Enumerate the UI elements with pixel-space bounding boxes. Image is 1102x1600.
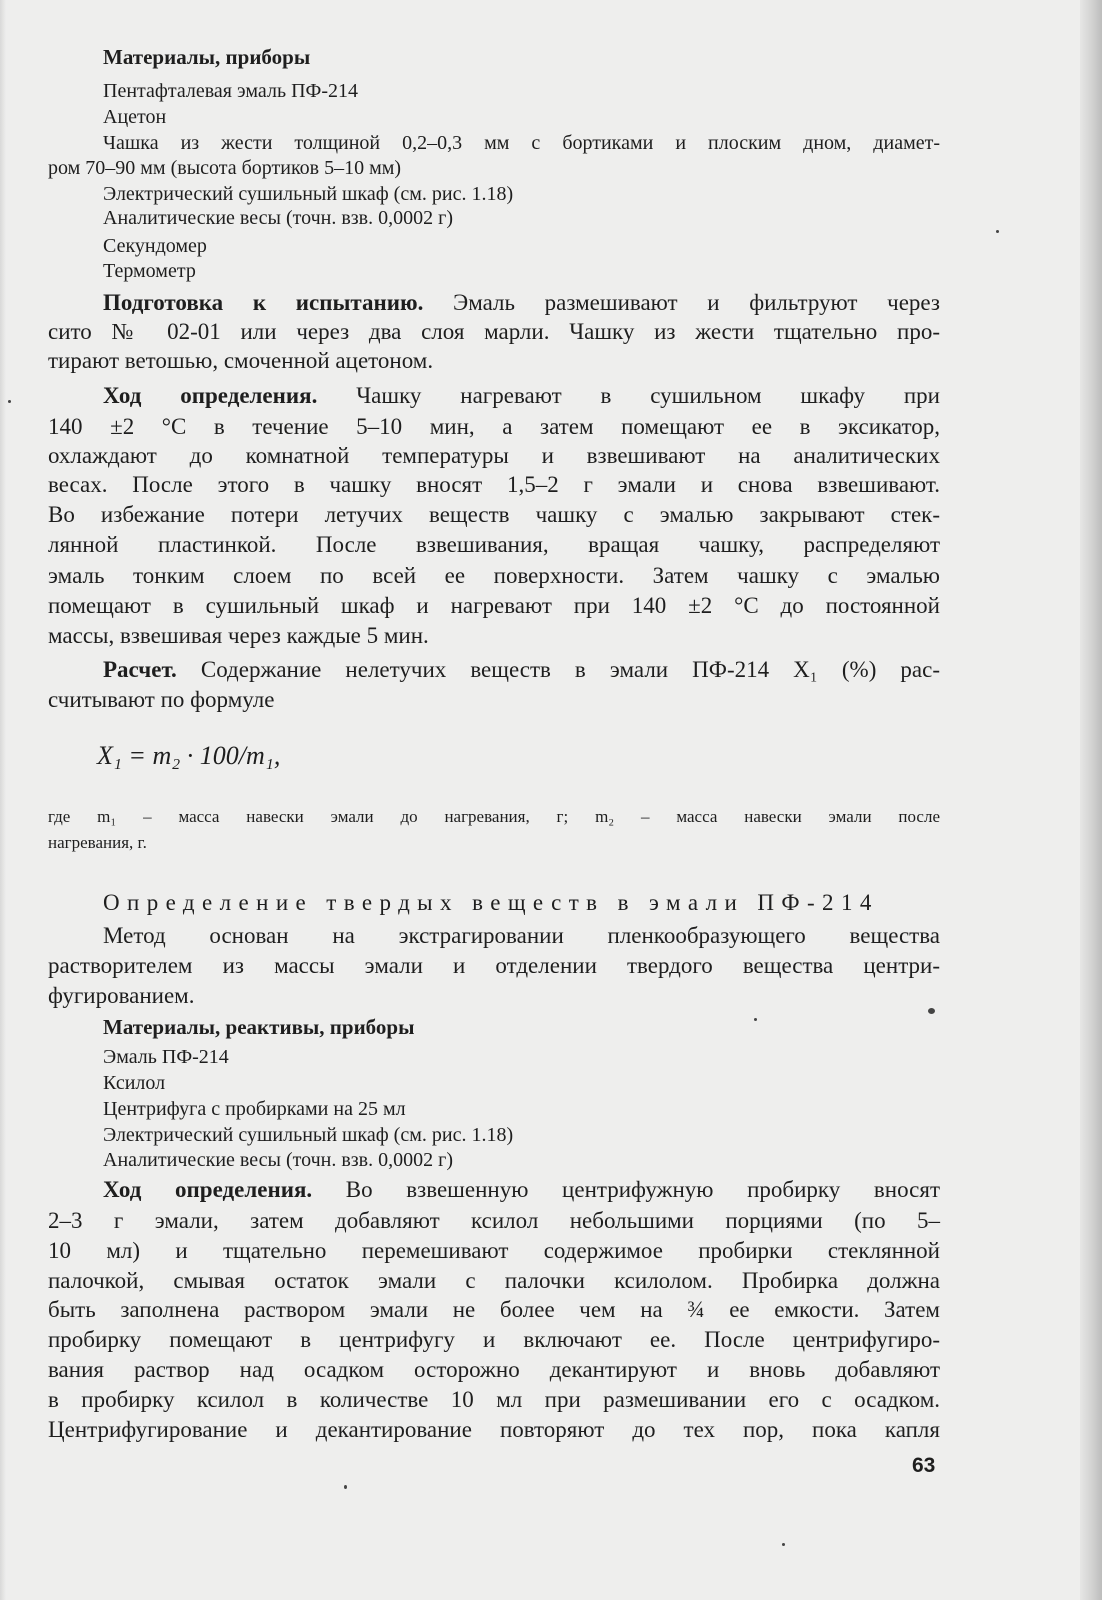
procedure-line: охлаждают до комнатной температуры и взвешивают на аналитических bbox=[48, 443, 940, 468]
procedure2-line: вания раствор над осадком осторожно декантируют и вновь добавляют bbox=[48, 1357, 940, 1382]
procedure-line: Во избежание потери летучих веществ чашку с эмалью закрывают стек- bbox=[48, 502, 940, 527]
scan-speck bbox=[782, 1543, 785, 1546]
list-item: Электрический сушильный шкаф (см. рис. 1.18) bbox=[103, 1124, 514, 1146]
calc-line: Расчет. Содержание нелетучих веществ в эмали ПФ-214 X₁ (%) рас- bbox=[103, 657, 940, 682]
materials-heading: Материалы, приборы bbox=[103, 45, 311, 69]
page-left-edge bbox=[0, 0, 6, 1600]
list-item: Аналитические весы (точн. взв. 0,0002 г) bbox=[103, 1149, 453, 1171]
formula-note: где m₁ – масса навески эмали до нагревания, г; m₂ – масса навески эмали после bbox=[48, 807, 940, 826]
section-heading: Определение твердых веществ в эмали ПФ-214 bbox=[103, 890, 879, 915]
list-item: Эмаль ПФ-214 bbox=[103, 1046, 229, 1068]
list-item: Ксилол bbox=[103, 1072, 166, 1094]
procedure2-line: Ход определения. Во взвешенную центрифужную пробирку вносят bbox=[103, 1177, 940, 1202]
list-item: Электрический сушильный шкаф (см. рис. 1.18) bbox=[103, 183, 514, 205]
prep-paragraph-line: Подготовка к испытанию. Эмаль размешивают и фильтруют через bbox=[103, 290, 940, 315]
formula-note: нагревания, г. bbox=[48, 833, 147, 852]
list-item: Аналитические весы (точн. взв. 0,0002 г) bbox=[103, 207, 453, 229]
calc-title: Расчет. bbox=[103, 657, 177, 682]
calc-line: считывают по формуле bbox=[48, 687, 275, 712]
list-item: Секундомер bbox=[103, 235, 207, 257]
procedure-title: Ход определения. bbox=[103, 383, 318, 408]
procedure-line: весах. После этого в чашку вносят 1,5–2 г эмали и снова взвешивают. bbox=[48, 472, 940, 497]
prep-title: Подготовка к испытанию. bbox=[103, 290, 424, 315]
materials-heading-2: Материалы, реактивы, приборы bbox=[103, 1015, 415, 1039]
procedure-line: эмаль тонким слоем по всей ее поверхности. Затем чашку с эмалью bbox=[48, 563, 940, 588]
scan-speck bbox=[754, 1018, 757, 1021]
intro-line: фугированием. bbox=[48, 983, 195, 1008]
formula: X₁ = m₂ · 100/m₁, bbox=[97, 741, 281, 770]
procedure-line: Ход определения. Чашку нагревают в сушильном шкафу при bbox=[103, 383, 940, 408]
scan-speck bbox=[996, 230, 999, 233]
page-number: 63 bbox=[912, 1454, 936, 1477]
procedure-line: 140 ±2 °C в течение 5–10 мин, а затем помещают ее в эксикатор, bbox=[48, 414, 940, 439]
procedure2-line: палочкой, смывая остаток эмали с палочки ксилолом. Пробирка должна bbox=[48, 1268, 940, 1293]
procedure-line: лянной пластинкой. После взвешивания, вращая чашку, распределяют bbox=[48, 532, 940, 557]
scan-speck bbox=[928, 1008, 935, 1014]
prep-paragraph-line: сито № 02-01 или через два слоя марли. Чашку из жести тщательно про- bbox=[48, 319, 940, 344]
prep-paragraph-line: тирают ветошью, смоченной ацетоном. bbox=[48, 348, 434, 373]
list-item: Центрифуга с пробирками на 25 мл bbox=[103, 1098, 406, 1120]
scan-speck bbox=[8, 400, 11, 403]
list-item: Ацетон bbox=[103, 106, 167, 128]
procedure2-line: 10 мл) и тщательно перемешивают содержимое пробирки стеклянной bbox=[48, 1238, 940, 1263]
procedure2-line: быть заполнена раствором эмали не более чем на ¾ ее емкости. Затем bbox=[48, 1297, 940, 1322]
list-item: ром 70–90 мм (высота бортиков 5–10 мм) bbox=[48, 157, 402, 179]
procedure2-line: пробирку помещают в центрифугу и включают ее. После центрифугиро- bbox=[48, 1327, 940, 1352]
list-item: Термометр bbox=[103, 260, 196, 282]
procedure2-line: 2–3 г эмали, затем добавляют ксилол небольшими порциями (по 5– bbox=[48, 1208, 940, 1233]
intro-line: растворителем из массы эмали и отделении твердого вещества центри- bbox=[48, 953, 940, 978]
procedure-line: помещают в сушильный шкаф и нагревают при 140 ±2 °C до постоянной bbox=[48, 593, 940, 618]
procedure2-line: в пробирку ксилол в количестве 10 мл при размешивании его с осадком. bbox=[48, 1387, 940, 1412]
procedure2-title: Ход определения. bbox=[103, 1177, 313, 1202]
list-item: Чашка из жести толщиной 0,2–0,3 мм с бортиками и плоским дном, диамет- bbox=[103, 132, 940, 154]
intro-line: Метод основан на экстрагировании пленкообразующего вещества bbox=[103, 923, 940, 948]
procedure-line: массы, взвешивая через каждые 5 мин. bbox=[48, 623, 429, 648]
scan-speck bbox=[344, 1485, 347, 1489]
procedure2-line: Центрифугирование и декантирование повторяют до тех пор, пока капля bbox=[48, 1417, 940, 1442]
list-item: Пентафталевая эмаль ПФ-214 bbox=[103, 80, 358, 102]
page-binding-shadow bbox=[1080, 0, 1102, 1600]
